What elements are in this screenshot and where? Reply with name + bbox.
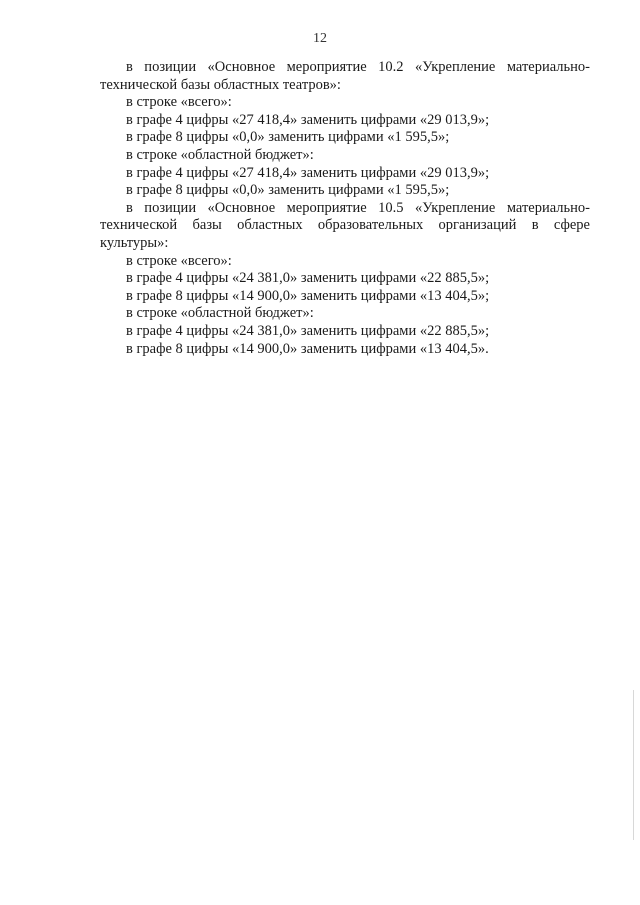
document-body xyxy=(100,59,590,358)
scan-edge-mark xyxy=(633,690,634,840)
column-8-change: в графе 8 цифры «0,0» заменить цифрами «1 595,5»; xyxy=(126,182,450,199)
column-4-change: в графе 4 цифры «24 381,0» заменить цифрами «22 885,5»; xyxy=(126,270,490,287)
row-total-label: в строке «всего»: xyxy=(126,252,232,269)
column-8-change: в графе 8 цифры «0,0» заменить цифрами «1 595,5»; xyxy=(126,129,450,146)
row-regional-budget-label: в строке «областной бюджет»: xyxy=(126,305,314,322)
column-8-change: в графе 8 цифры «14 900,0» заменить цифрами «13 404,5»; xyxy=(126,287,490,304)
column-4-change: в графе 4 цифры «27 418,4» заменить цифрами «29 013,9»; xyxy=(126,164,490,181)
column-4-change: в графе 4 цифры «24 381,0» заменить цифрами «22 885,5»; xyxy=(126,322,490,339)
row-total-label: в строке «всего»: xyxy=(126,94,232,111)
column-4-change: в графе 4 цифры «27 418,4» заменить цифрами «29 013,9»; xyxy=(126,111,490,128)
row-regional-budget-label: в строке «областной бюджет»: xyxy=(126,146,314,163)
amendment-position-10-2: в позиции «Основное мероприятие 10.2 «Укрепление материально-технической базы областных театров»: xyxy=(100,59,590,93)
page-number: 12 xyxy=(313,31,327,46)
column-8-change: в графе 8 цифры «14 900,0» заменить цифрами «13 404,5». xyxy=(126,340,489,357)
amendment-position-10-5: в позиции «Основное мероприятие 10.5 «Укрепление материально-технической базы областных образовательных организаций в сфере культуры»: xyxy=(100,199,590,251)
